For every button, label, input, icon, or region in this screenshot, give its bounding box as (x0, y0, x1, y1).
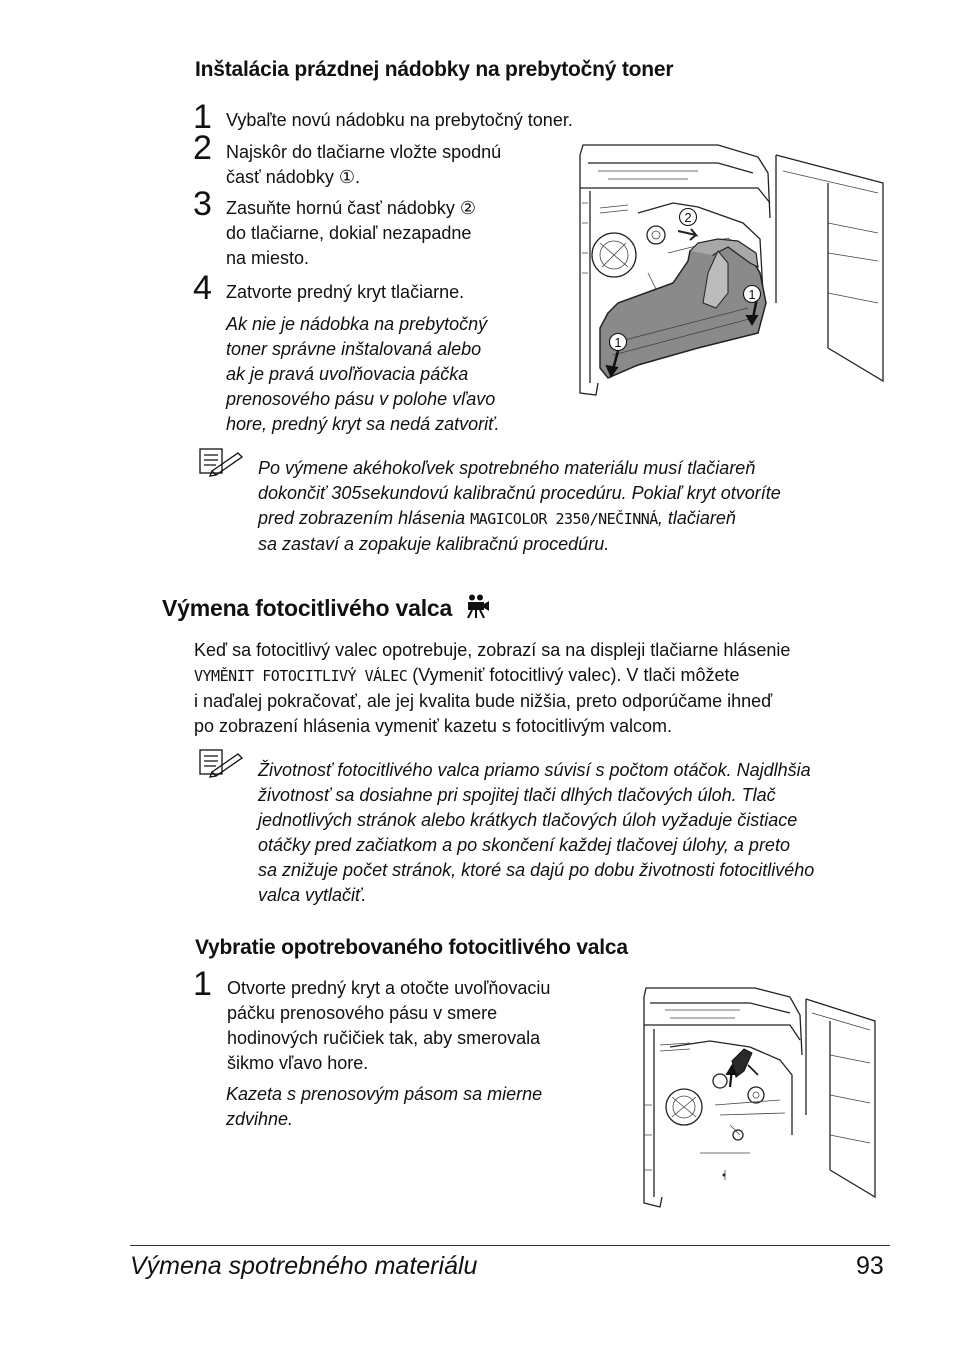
note-text: Životnosť fotocitlivého valca priamo súvisí s počtom otáčok. Najdlhšia životnosť sa dosiahne pri spojitej tlači dlhých tlačových úloh. Tlač jednotlivých stránok alebo krátkych tlačových úloh vyžaduje čistiace otáčky pred začiatkom a po skončení každej tlačovej úlohy, a preto sa znižuje počet stránok, ktoré sa dajú po dobu životnosti fotocitlivého valca vytlačiť. (258, 760, 815, 905)
step-text: Vybaľte novú nádobku na prebytočný toner. (226, 110, 573, 130)
section-heading-install-waste-toner: Inštalácia prázdnej nádobky na prebytočný toner (195, 58, 674, 81)
step-number: 4 (193, 269, 212, 307)
step-number: 3 (193, 185, 212, 223)
paragraph-drum: Keď sa fotocitlivý valec opotrebuje, zobrazí sa na displeji tlačiarne hlásenie VYMĚNIT FOTOCITLIVÝ VÁLEC (Vymeniť fotocitlivý valec). V tlači môžete i naďalej pokračovať, ale jej kvalita bude nižšia, preto odporúčame ihneď po zobrazení hlásenia vymeniť kazetu s fotocitlivým valcom. (194, 640, 791, 736)
step-number: 1 (193, 98, 212, 136)
callout-label: 1 (614, 335, 622, 350)
waste-toner-illustration (578, 143, 888, 405)
step-number: 1 (193, 965, 212, 1003)
section-heading-remove-drum: Vybratie opotrebovaného fotocitlivého valca (195, 936, 628, 959)
note-pencil-icon (198, 748, 244, 778)
callout-label: 1 (748, 287, 756, 302)
transfer-belt-lever-illustration (640, 985, 880, 1211)
step-text: Zatvorte predný kryt tlačiarne. (226, 282, 465, 302)
step-text: Najskôr do tlačiarne vložte spodnú časť nádobky ①. (226, 142, 502, 187)
note-pencil-icon (198, 447, 244, 477)
italic-note: Kazeta s prenosovým pásom sa mierne zdvihne. (226, 1084, 543, 1129)
step-number: 2 (193, 129, 212, 167)
step-text: Zasuňte hornú časť nádobky ② do tlačiarne, dokiaľ nezapadne na miesto. (226, 198, 477, 268)
step-text: Otvorte predný kryt a otočte uvoľňovaciu páčku prenosového pásu v smere hodinových ručičiek tak, aby smerovala šikmo vľavo hore. (227, 978, 551, 1073)
italic-note: Ak nie je nádobka na prebytočný toner správne inštalovaná alebo ak je pravá uvoľňovacia páčka prenosového pásu v polohe vľavo hore, predný kryt sa nedá zatvoriť. (226, 314, 500, 434)
section-heading-replace-drum: Výmena fotocitlivého valca (162, 593, 490, 622)
page-number: 93 (856, 1252, 884, 1280)
footer-title: Výmena spotrebného materiálu (130, 1252, 478, 1280)
video-camera-icon (464, 593, 490, 619)
footer-rule (130, 1245, 890, 1246)
note-text: Po výmene akéhokoľvek spotrebného materiálu musí tlačiareň dokončiť 305sekundovú kalibračnú procedúru. Pokiaľ kryt otvoríte pred zobrazením hlásenia MAGICOLOR 2350/NEČINNÁ, tlačiareň sa zastaví a zopakuje kalibračnú procedúru. (258, 458, 781, 554)
callout-label: 2 (684, 210, 692, 225)
